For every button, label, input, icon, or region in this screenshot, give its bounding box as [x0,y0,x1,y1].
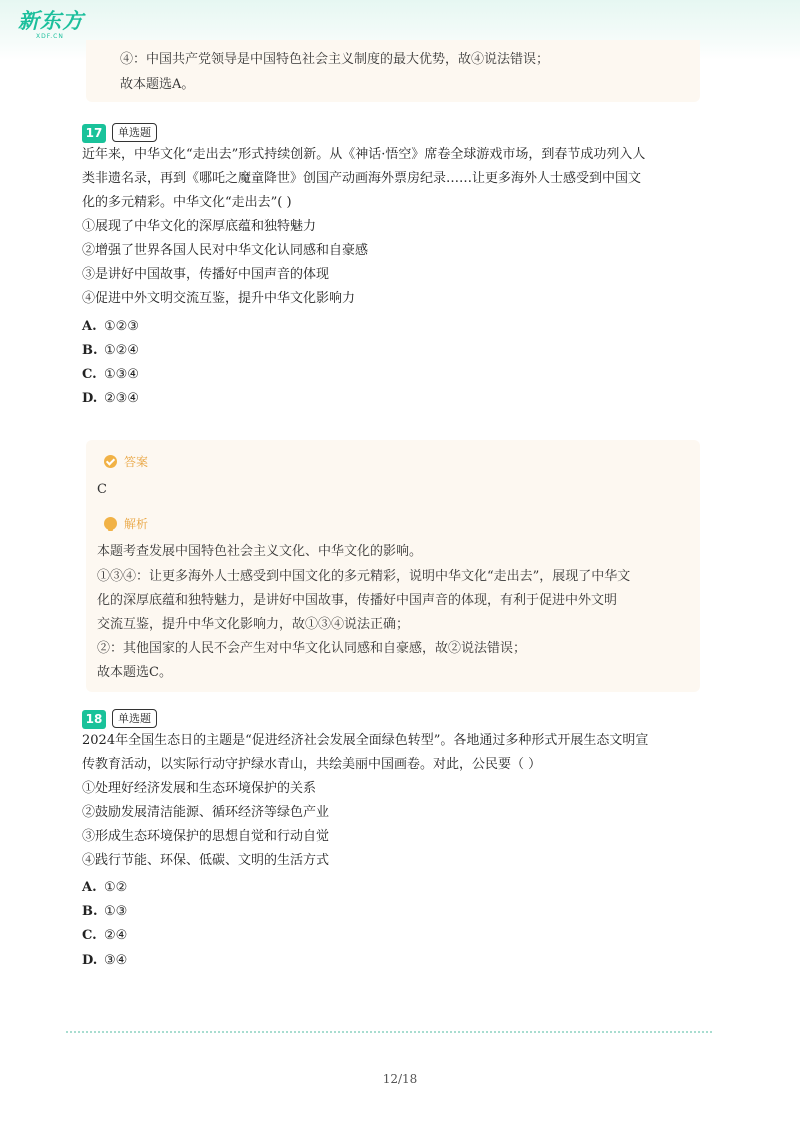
question-stem-line: 化的多元精彩。中华文化“走出去”( ) [82,195,292,210]
option-d[interactable] [82,953,127,969]
answer-value: C [97,482,107,497]
option-text: ②④ [104,928,128,943]
analysis-line: 交流互鉴，提升中华文化影响力，故①③④说法正确； [97,617,410,632]
logo-wordmark: 新东方 [18,9,84,33]
analysis-line: 化的深厚底蕴和独特魅力，是讲好中国故事，传播好中国声音的体现，有利于促进中外文明 [97,593,618,608]
option-text: ②③④ [104,391,139,406]
option-text: ③④ [104,953,128,968]
option-b[interactable] [82,343,139,359]
option-text: ①②④ [104,343,139,358]
option-letter: B. [82,343,98,358]
option-letter: C. [82,928,97,943]
question-stem-line: 近年来，中华文化“走出去”形式持续创新。从《神话·悟空》席卷全球游戏市场，到春节成功列入人 [82,147,646,162]
statement-item: ④践行节能、环保、低碳、文明的生活方式 [82,853,330,868]
question-stem-line: 传教育活动，以实际行动守护绿水青山，共绘美丽中国画卷。对此，公民要（ ） [82,757,542,772]
question-type-tag: 单选题 [112,709,157,728]
answer-label [104,454,148,470]
previous-analysis-line: ④：中国共产党领导是中国特色社会主义制度的最大优势，故④说法错误； [120,52,550,67]
question-number-badge: 17 [82,124,106,143]
option-d[interactable] [82,391,139,407]
option-text: ①③ [104,904,128,919]
statement-item: ②增强了世界各国人民对中华文化认同感和自豪感 [82,243,369,258]
option-letter: A. [82,880,97,895]
option-a[interactable] [82,319,139,335]
option-c[interactable] [82,367,139,383]
option-letter: D. [82,953,98,968]
option-text: ①②③ [104,319,139,334]
statement-item: ③是讲好中国故事，传播好中国声音的体现 [82,267,330,282]
previous-analysis-line: 故本题选A。 [120,77,195,92]
option-b[interactable] [82,904,127,920]
page-number: 12/18 [382,1072,418,1086]
option-letter: B. [82,904,98,919]
statement-item: ②鼓励发展清洁能源、循环经济等绿色产业 [82,805,330,820]
analysis-line: 本题考查发展中国特色社会主义文化、中华文化的影响。 [97,544,423,559]
question-stem-line: 类非遗名录，再到《哪吒之魔童降世》创国产动画海外票房纪录……让更多海外人士感受到中国文 [82,171,642,186]
lightbulb-icon [104,517,117,530]
option-text: ①③④ [104,367,139,382]
option-letter: D. [82,391,98,406]
logo-domain: XDF.CN [36,33,64,40]
question-stem-line: 2024年全国生态日的主题是“促进经济社会发展全面绿色转型”。各地通过多种形式开展生态文明宣 [82,733,649,748]
analysis-line: 故本题选C。 [97,665,172,680]
statement-item: ③形成生态环境保护的思想自觉和行动自觉 [82,829,330,844]
option-a[interactable] [82,880,127,896]
xdf-logo [18,10,84,42]
analysis-label [104,516,148,532]
analysis-line: ①③④：让更多海外人士感受到中国文化的多元精彩，说明中华文化“走出去”，展现了中华文 [97,569,631,584]
statement-item: ④促进中外文明交流互鉴，提升中华文化影响力 [82,291,356,306]
statement-item: ①展现了中华文化的深厚底蕴和独特魅力 [82,219,317,234]
option-letter: A. [82,319,97,334]
check-badge-icon [104,455,117,468]
option-c[interactable] [82,928,127,944]
option-text: ①② [104,880,128,895]
question-type-tag: 单选题 [112,123,157,142]
analysis-label-text: 解析 [124,517,149,531]
analysis-line: ②：其他国家的人民不会产生对中华文化认同感和自豪感，故②说法错误； [97,641,527,656]
option-letter: C. [82,367,97,382]
answer-label-text: 答案 [124,455,149,469]
question-number-badge: 18 [82,710,106,729]
statement-item: ①处理好经济发展和生态环境保护的关系 [82,781,317,796]
footer-divider [66,1031,712,1033]
